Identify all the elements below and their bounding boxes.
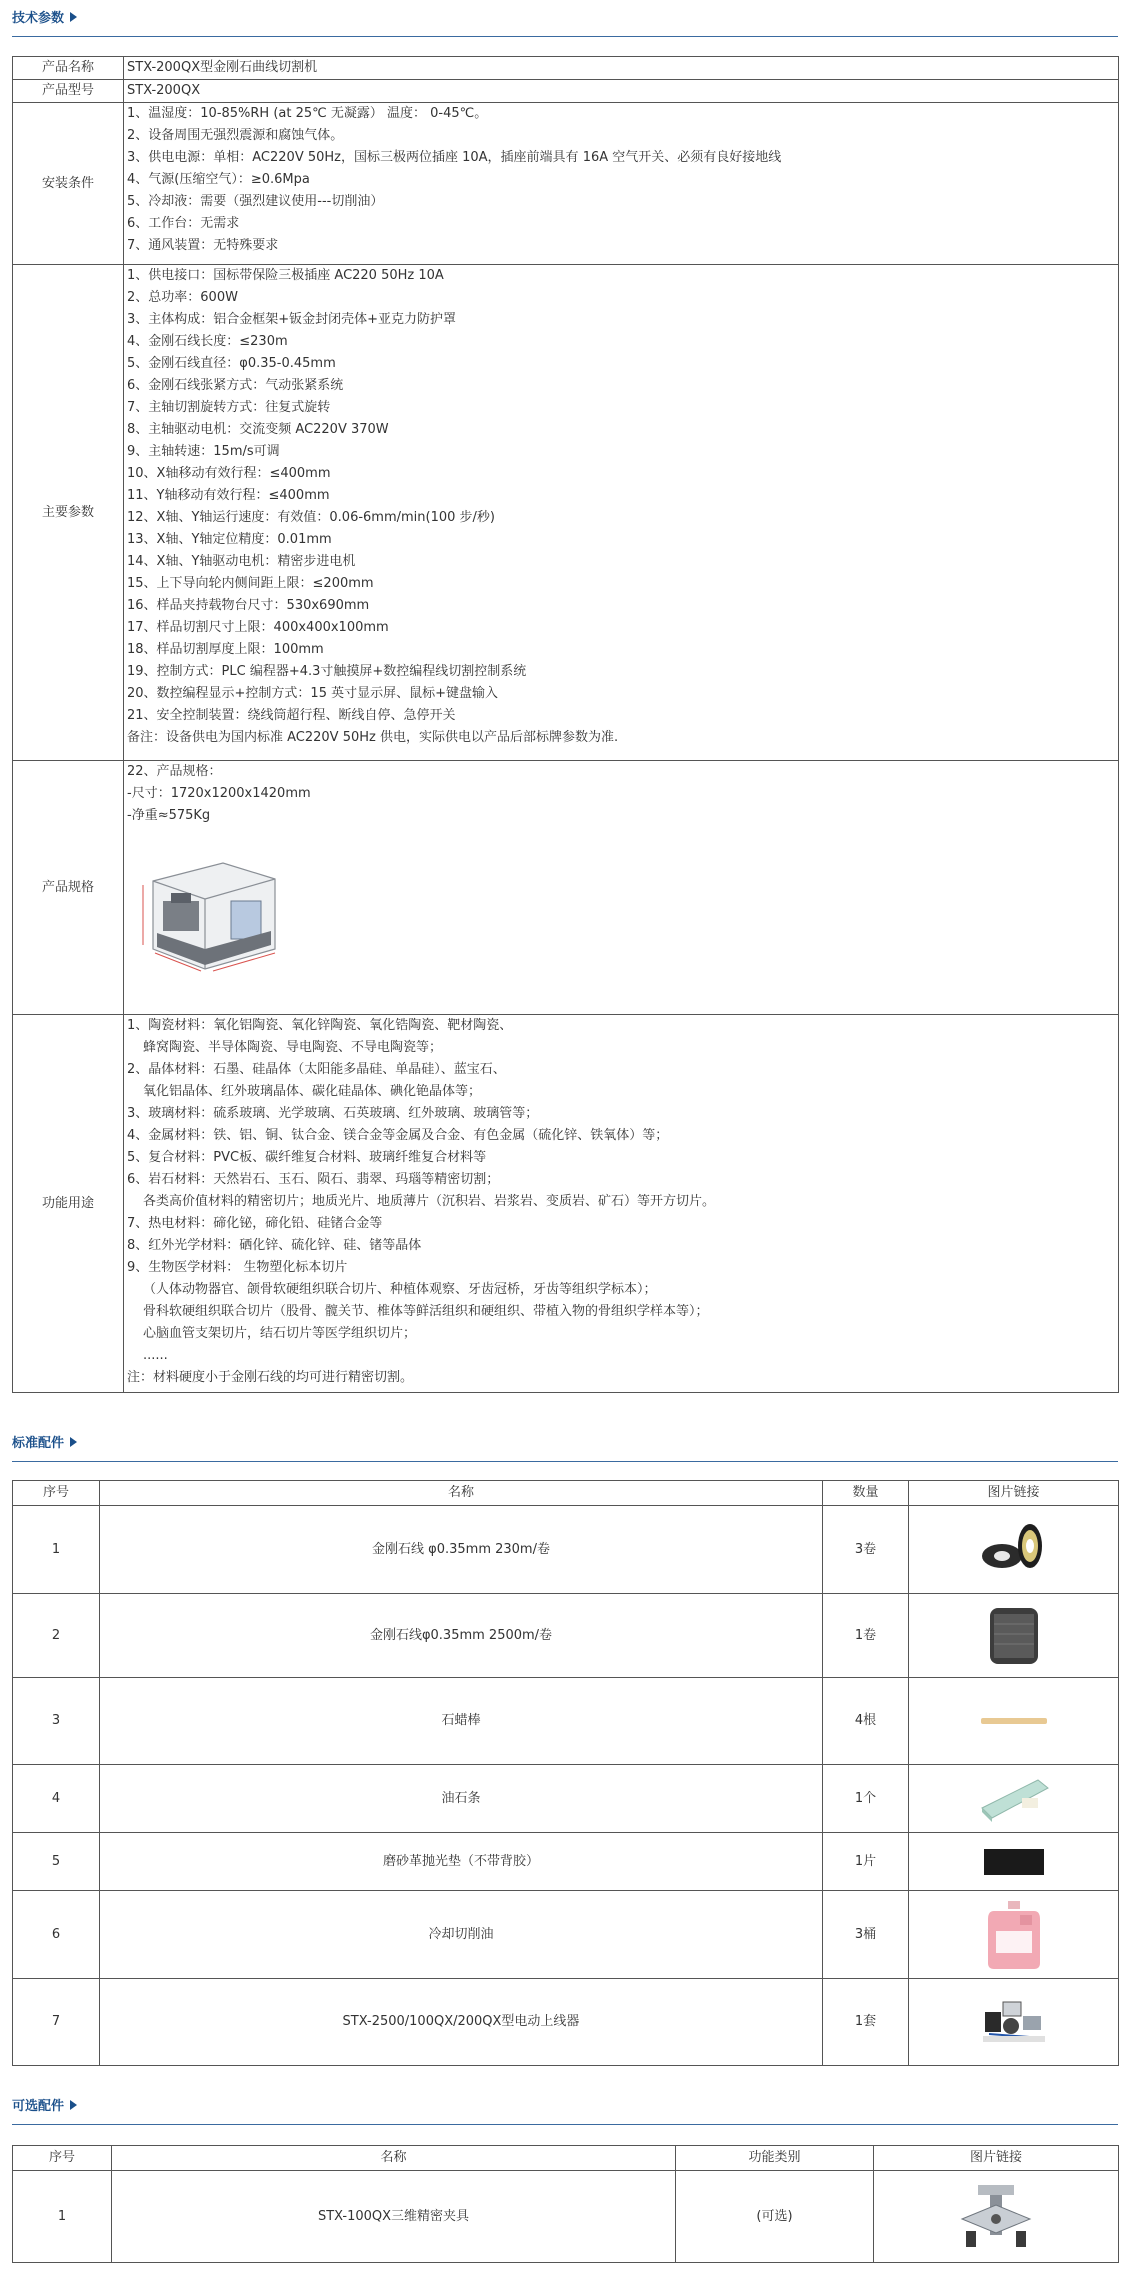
wire-drum-icon[interactable] xyxy=(984,1604,1044,1668)
function-use-line: 5、复合材料：PVC板、碳纤维复合材料、玻璃纤维复合材料等 xyxy=(127,1150,487,1165)
function-use-line: （人体动物器官、颌骨软硬组织联合切片、种植体观察、牙齿冠桥，牙齿等组织学标本）； xyxy=(143,1282,657,1297)
header-type: 功能类别 xyxy=(676,2146,874,2171)
row-name: 磨砂革抛光垫（不带背胶） xyxy=(100,1833,823,1891)
row-pic[interactable] xyxy=(909,1979,1119,2066)
row-pic[interactable] xyxy=(874,2171,1119,2263)
main-parameter-line: 18、样品切割厚度上限：100mm xyxy=(127,642,324,657)
optional-accessories-table xyxy=(12,2145,1119,2263)
spec-row-install xyxy=(13,103,1119,265)
main-parameter-line: 9、主轴转速：15m/s可调 xyxy=(127,444,280,459)
spec-label: 安装条件 xyxy=(13,103,124,265)
function-use-line: 3、玻璃材料：硫系玻璃、光学玻璃、石英玻璃、红外玻璃、玻璃管等； xyxy=(127,1106,539,1121)
spec-row-main xyxy=(13,265,1119,761)
row-pic[interactable] xyxy=(909,1891,1119,1979)
function-use-line: 9、生物医学材料： 生物塑化标本切片 xyxy=(127,1260,348,1275)
install-condition-line: 1、温湿度：10-85%RH (at 25℃ 无凝露） 温度： 0-45℃。 xyxy=(127,106,488,121)
row-name: 金刚石线φ0.35mm 2500m/卷 xyxy=(100,1594,823,1678)
install-conditions-list xyxy=(124,103,1119,265)
function-use-line: 注：材料硬度小于金刚石线的均可进行精密切割。 xyxy=(127,1370,414,1385)
function-use-line: 2、晶体材料：石墨、硅晶体（太阳能多晶硅、单晶硅）、蓝宝石、 xyxy=(127,1062,506,1077)
function-use-line: 7、热电材料：碲化铋，碲化铅、硅锗合金等 xyxy=(127,1216,383,1231)
install-condition-line: 6、工作台：无需求 xyxy=(127,216,240,231)
section-divider xyxy=(12,2124,1118,2125)
main-parameter-line: 14、X轴、Y轴驱动电机：精密步进电机 xyxy=(127,554,356,569)
spec-row-func xyxy=(13,1015,1119,1393)
spec-row-name xyxy=(13,57,1119,80)
table-row xyxy=(13,1506,1119,1594)
row-pic[interactable] xyxy=(909,1506,1119,1594)
function-use-line: 4、金属材料：铁、铝、铜、钛合金、镁合金等金属及合金、有色金属（硫化锌、铁氧体）等； xyxy=(127,1128,669,1143)
paraffin-stick-icon[interactable] xyxy=(979,1714,1049,1728)
main-parameter-line: 19、控制方式：PLC 编程器+4.3寸触摸屏+数控编程线切割控制系统 xyxy=(127,664,527,679)
row-name: 石蜡棒 xyxy=(100,1678,823,1765)
spec-label: 产品名称 xyxy=(13,57,124,80)
table-row xyxy=(13,1833,1119,1891)
header-name: 名称 xyxy=(112,2146,676,2171)
row-no: 2 xyxy=(13,1594,100,1678)
section-title-standard: 标准配件 xyxy=(12,1432,77,1451)
main-parameter-line: 1、供电接口：国标带保险三极插座 AC220 50Hz 10A xyxy=(127,268,444,283)
row-name: 冷却切削油 xyxy=(100,1891,823,1979)
main-parameter-line: 5、金刚石线直径：φ0.35-0.45mm xyxy=(127,356,336,371)
main-parameter-line: 10、X轴移动有效行程：≤400mm xyxy=(127,466,331,481)
row-qty: 1个 xyxy=(823,1765,909,1833)
row-name: 油石条 xyxy=(100,1765,823,1833)
row-no: 4 xyxy=(13,1765,100,1833)
spec-value: STX-200QX型金刚石曲线切割机 xyxy=(124,57,1119,80)
spec-label: 产品规格 xyxy=(13,761,124,1015)
row-qty: 1片 xyxy=(823,1833,909,1891)
main-parameter-line: 备注：设备供电为国内标准 AC220V 50Hz 供电，实际供电以产品后部标牌参数为准. xyxy=(127,730,619,745)
install-condition-line: 4、气源(压缩空气）：≥0.6Mpa xyxy=(127,172,310,187)
main-parameter-line: 13、X轴、Y轴定位精度：0.01mm xyxy=(127,532,332,547)
row-qty: 3卷 xyxy=(823,1506,909,1594)
header-pic: 图片链接 xyxy=(874,2146,1119,2171)
function-use-line: 氧化铝晶体、红外玻璃晶体、碳化硅晶体、碘化铯晶体等； xyxy=(143,1084,482,1099)
table-row xyxy=(13,2171,1119,2263)
row-no: 5 xyxy=(13,1833,100,1891)
table-row xyxy=(13,1678,1119,1765)
row-name: STX-2500/100QX/200QX型电动上线器 xyxy=(100,1979,823,2066)
function-uses-list xyxy=(124,1015,1119,1393)
table-header-row xyxy=(13,1481,1119,1506)
main-parameter-line: 20、数控编程显示+控制方式：15 英寸显示屏、鼠标+键盘输入 xyxy=(127,686,499,701)
spec-label: 功能用途 xyxy=(13,1015,124,1393)
header-name: 名称 xyxy=(100,1481,823,1506)
table-row xyxy=(13,1765,1119,1833)
header-no: 序号 xyxy=(13,1481,100,1506)
row-qty: 1套 xyxy=(823,1979,909,2066)
function-use-line: 1、陶瓷材料：氧化铝陶瓷、氧化锌陶瓷、氧化锆陶瓷、靶材陶瓷、 xyxy=(127,1018,513,1033)
header-qty: 数量 xyxy=(823,1481,909,1506)
spec-row-size xyxy=(13,761,1119,1015)
function-use-line: ...... xyxy=(143,1348,168,1363)
arrow-right-icon xyxy=(70,12,77,22)
row-no: 3 xyxy=(13,1678,100,1765)
oilstone-bar-icon[interactable] xyxy=(978,1774,1050,1824)
section-title-optional: 可选配件 xyxy=(12,2095,77,2114)
table-row xyxy=(13,1979,1119,2066)
function-use-line: 蜂窝陶瓷、半导体陶瓷、导电陶瓷、不导电陶瓷等； xyxy=(143,1040,443,1055)
product-size-line: 22、产品规格： xyxy=(127,764,222,779)
function-use-line: 6、岩石材料：天然岩石、玉石、陨石、翡翠、玛瑙等精密切割； xyxy=(127,1172,500,1187)
section-title-tech: 技术参数 xyxy=(12,7,77,26)
row-name: STX-100QX三维精密夹具 xyxy=(112,2171,676,2263)
row-no: 7 xyxy=(13,1979,100,2066)
main-parameter-line: 12、X轴、Y轴运行速度：有效值：0.06-6mm/min(100 步/秒) xyxy=(127,510,495,525)
section-divider xyxy=(12,36,1118,37)
main-parameter-line: 3、主体构成：铝合金框架+钣金封闭壳体+亚克力防护罩 xyxy=(127,312,457,327)
machine-photo-icon xyxy=(135,841,285,981)
main-parameter-line: 17、样品切割尺寸上限：400x400x100mm xyxy=(127,620,389,635)
main-parameter-line: 6、金刚石线张紧方式：气动张紧系统 xyxy=(127,378,344,393)
row-pic[interactable] xyxy=(909,1833,1119,1891)
install-condition-line: 5、冷却液：需要（强烈建议使用---切削油） xyxy=(127,194,384,209)
main-parameters-list xyxy=(124,265,1119,761)
main-parameter-line: 15、上下导向轮内侧间距上限：≤200mm xyxy=(127,576,374,591)
main-parameter-line: 8、主轴驱动电机：交流变频 AC220V 370W xyxy=(127,422,389,437)
spec-table xyxy=(12,56,1119,1393)
main-parameter-line: 16、样品夹持载物台尺寸：530x690mm xyxy=(127,598,370,613)
arrow-right-icon xyxy=(70,2100,77,2110)
row-no: 6 xyxy=(13,1891,100,1979)
table-row xyxy=(13,1891,1119,1979)
polishing-pad-icon[interactable] xyxy=(982,1847,1046,1877)
precision-fixture-icon[interactable] xyxy=(956,2179,1036,2255)
main-parameter-line: 2、总功率：600W xyxy=(127,290,238,305)
row-qty: 4根 xyxy=(823,1678,909,1765)
spec-label: 主要参数 xyxy=(13,265,124,761)
main-parameter-line: 4、金刚石线长度：≤230m xyxy=(127,334,288,349)
row-no: 1 xyxy=(13,2171,112,2263)
header-no: 序号 xyxy=(13,2146,112,2171)
row-no: 1 xyxy=(13,1506,100,1594)
coolant-bottle-icon[interactable] xyxy=(982,1899,1046,1971)
row-name: 金刚石线 φ0.35mm 230m/卷 xyxy=(100,1506,823,1594)
row-qty: 1卷 xyxy=(823,1594,909,1678)
install-condition-line: 3、供电电源：单相：AC220V 50Hz，国标三极两位插座 10A，插座前端具有 16A 空气开关、必须有良好接地线 xyxy=(127,150,782,165)
row-pic[interactable] xyxy=(909,1678,1119,1765)
row-pic[interactable] xyxy=(909,1765,1119,1833)
function-use-line: 心脑血管支架切片，结石切片等医学组织切片； xyxy=(143,1326,417,1341)
product-size-line: -净重≈575Kg xyxy=(127,808,211,823)
install-condition-line: 7、通风装置：无特殊要求 xyxy=(127,238,279,253)
table-header-row xyxy=(13,2146,1119,2171)
main-parameter-line: 21、安全控制装置：绕线筒超行程、断线自停、急停开关 xyxy=(127,708,456,723)
diamond-wire-spool-icon[interactable] xyxy=(976,1518,1052,1582)
spec-value: STX-200QX xyxy=(124,80,1119,103)
wire-loader-icon[interactable] xyxy=(981,1998,1047,2046)
standard-accessories-table xyxy=(12,1480,1119,2066)
function-use-line: 8、红外光学材料：硒化锌、硫化锌、硅、锗等晶体 xyxy=(127,1238,422,1253)
table-row xyxy=(13,1594,1119,1678)
row-type: (可选) xyxy=(676,2171,874,2263)
product-size-line: -尺寸：1720x1200x1420mm xyxy=(127,786,311,801)
product-size-list xyxy=(127,761,1115,827)
function-use-line: 骨科软硬组织联合切片（股骨、髋关节、椎体等鲜活组织和硬组织、带植入物的骨组织学样本等）； xyxy=(143,1304,709,1319)
main-parameter-line: 11、Y轴移动有效行程：≤400mm xyxy=(127,488,330,503)
row-qty: 3桶 xyxy=(823,1891,909,1979)
main-parameter-line: 7、主轴切割旋转方式：往复式旋转 xyxy=(127,400,331,415)
function-use-line: 各类高价值材料的精密切片；地质光片、地质薄片（沉积岩、岩浆岩、变质岩、矿石）等开方切片。 xyxy=(143,1194,716,1209)
section-divider xyxy=(12,1461,1118,1462)
product-size-cell xyxy=(124,761,1119,1015)
spec-row-model xyxy=(13,80,1119,103)
install-condition-line: 2、设备周围无强烈震源和腐蚀气体。 xyxy=(127,128,344,143)
header-pic: 图片链接 xyxy=(909,1481,1119,1506)
spec-label: 产品型号 xyxy=(13,80,124,103)
row-pic[interactable] xyxy=(909,1594,1119,1678)
arrow-right-icon xyxy=(70,1437,77,1447)
